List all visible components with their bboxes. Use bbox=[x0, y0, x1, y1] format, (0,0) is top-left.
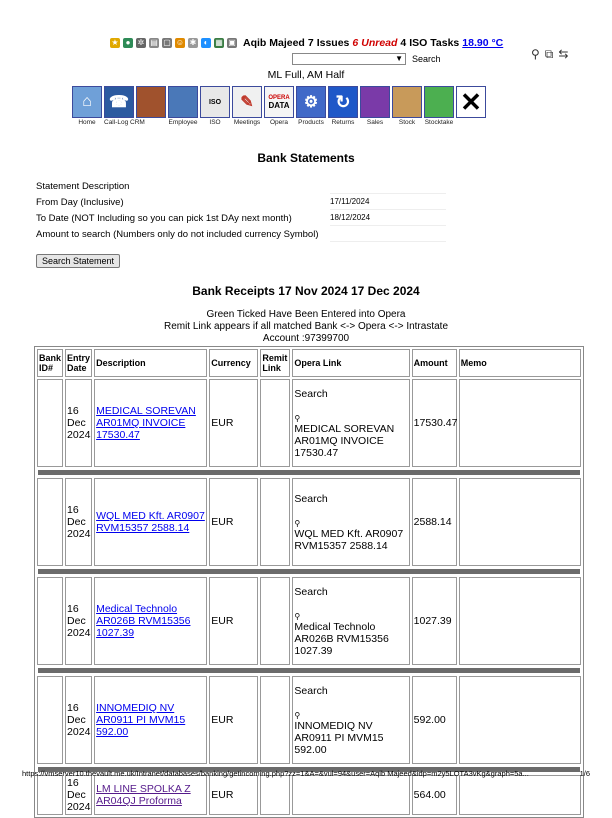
iso-count: 4 bbox=[400, 37, 407, 49]
currency-cell: EUR bbox=[209, 676, 258, 764]
table-header-row bbox=[37, 349, 581, 377]
amount-cell: 1027.39 bbox=[412, 577, 457, 665]
green-ticked-note: Green Ticked Have Been Entered into Opera bbox=[206, 309, 406, 320]
row-separator-cell bbox=[37, 469, 581, 476]
chat-icon[interactable]: ◐ bbox=[201, 38, 211, 48]
star-icon[interactable]: ★ bbox=[111, 38, 119, 47]
col-remit-link: Remit Link bbox=[260, 349, 290, 377]
nav-employee[interactable] bbox=[168, 86, 198, 126]
row-separator-cell bbox=[37, 667, 581, 674]
magnifier-icon[interactable]: ⚲ bbox=[531, 47, 540, 61]
opera-link-cell bbox=[292, 577, 409, 665]
map-icon[interactable]: ▦ bbox=[215, 38, 223, 47]
entry-date-cell: 16 Dec 2024 bbox=[67, 777, 91, 813]
separator-bar bbox=[38, 668, 580, 673]
nav-home[interactable] bbox=[72, 86, 102, 126]
sales-icon[interactable] bbox=[360, 86, 390, 118]
current-user[interactable]: Aqib Majeed bbox=[243, 37, 305, 49]
to-date-label: To Date (NOT Including so you can pick 1st DAy next month) bbox=[36, 213, 292, 224]
col-bank-id: Bank ID# bbox=[37, 349, 63, 377]
row-separator bbox=[37, 469, 581, 476]
nav-employee-label[interactable]: Employee bbox=[168, 119, 198, 126]
nav-home-label[interactable]: Home bbox=[78, 119, 96, 126]
amount-cell: 592.00 bbox=[412, 676, 457, 764]
unread-count: 6 bbox=[352, 37, 359, 49]
nav-products[interactable] bbox=[296, 86, 326, 126]
table-row bbox=[37, 478, 581, 566]
amount-cell: 2588.14 bbox=[412, 478, 457, 566]
globe-icon[interactable]: ● bbox=[123, 38, 133, 48]
entry-date-cell: 16 Dec 2024 bbox=[65, 676, 92, 764]
memo-cell[interactable] bbox=[459, 577, 581, 665]
remit-link-cell bbox=[260, 676, 290, 764]
nav-stocktake-label[interactable]: Stocktake bbox=[424, 119, 454, 126]
opera-icon[interactable] bbox=[264, 86, 294, 118]
nav-exit[interactable] bbox=[456, 86, 486, 126]
receipts-title: Bank Receipts 17 Nov 2024 17 Dec 2024 bbox=[192, 284, 420, 298]
description-link[interactable]: MEDICAL SOREVAN AR01MQ INVOICE 17530.47 bbox=[96, 405, 196, 441]
employee-icon[interactable] bbox=[168, 86, 198, 118]
iso-icon[interactable]: ISO bbox=[200, 86, 230, 118]
opera-match-text: Medical Technolo AR026B RVM15356 1027.39 bbox=[294, 620, 389, 657]
currency-cell: EUR bbox=[209, 775, 258, 815]
currency-cell: EUR bbox=[209, 577, 258, 665]
nav-returns-label[interactable]: Returns bbox=[331, 119, 355, 126]
row-separator bbox=[37, 667, 581, 674]
nav-stock[interactable] bbox=[392, 86, 422, 126]
nav-sales[interactable] bbox=[360, 86, 390, 126]
description-cell bbox=[94, 379, 207, 467]
opera-match-text: MEDICAL SOREVAN AR01MQ INVOICE 17530.47 bbox=[294, 422, 395, 459]
bug-icon[interactable]: ✱ bbox=[189, 38, 197, 47]
description-link[interactable]: Medical Technolo AR026B RVM15356 1027.39 bbox=[96, 603, 191, 639]
memo-cell[interactable] bbox=[459, 676, 581, 764]
entry-date-cell: 16 Dec 2024 bbox=[65, 577, 92, 665]
nav-stocktake[interactable] bbox=[424, 86, 454, 126]
quick-search bbox=[292, 53, 441, 65]
table-row bbox=[37, 775, 581, 815]
description-link[interactable]: INNOMEDIQ NV AR0911 PI MVM15 592.00 bbox=[96, 702, 186, 738]
nav-opera[interactable] bbox=[264, 86, 294, 126]
description-label: Statement Description bbox=[36, 181, 130, 192]
col-opera-link: Opera Link bbox=[292, 349, 409, 377]
nav-sales-label[interactable]: Sales bbox=[366, 119, 384, 126]
remit-link-cell bbox=[260, 577, 290, 665]
search-statement-button[interactable]: Search Statement bbox=[36, 254, 120, 268]
top-status-bar bbox=[110, 36, 503, 50]
products-icon[interactable]: ⚙ bbox=[296, 86, 326, 118]
call-log-icon[interactable]: ☎ bbox=[104, 86, 134, 118]
page-number: 1/6 bbox=[579, 769, 590, 778]
opera-search-link[interactable]: Search bbox=[294, 684, 328, 697]
col-entry-date: Entry Date bbox=[65, 349, 92, 377]
gear-icon[interactable]: ✲ bbox=[137, 38, 145, 47]
module-icon-bar bbox=[72, 86, 486, 126]
search-select[interactable] bbox=[292, 53, 406, 65]
to-date-input[interactable]: 18/12/2024 bbox=[330, 213, 446, 226]
entry-date-cell: 16 Dec 2024 bbox=[65, 379, 92, 467]
nav-crm[interactable] bbox=[136, 86, 166, 126]
bank-id-cell bbox=[37, 775, 63, 815]
description-cell bbox=[94, 676, 207, 764]
nav-call-log[interactable] bbox=[104, 86, 145, 126]
currency-cell: EUR bbox=[209, 379, 258, 467]
calendar-icon[interactable]: ▤ bbox=[150, 38, 158, 47]
currency-cell: EUR bbox=[209, 478, 258, 566]
description-input[interactable] bbox=[330, 181, 446, 194]
bank-id-cell bbox=[37, 676, 63, 764]
opera-link-cell bbox=[292, 775, 409, 815]
nav-iso-label[interactable]: ISO bbox=[209, 119, 221, 126]
description-cell bbox=[94, 478, 207, 566]
user-status-heading: ML Full, AM Half bbox=[267, 69, 345, 81]
nav-meetings-label[interactable]: Meetings bbox=[233, 119, 261, 126]
nav-returns[interactable] bbox=[328, 86, 358, 126]
share-icon[interactable]: ⇆ bbox=[558, 47, 569, 61]
remit-link-note: Remit Link appears if all matched Bank <-> Opera <-> Intrastate bbox=[163, 321, 449, 332]
exit-icon[interactable]: ✕ bbox=[456, 86, 486, 118]
magnifier-icon[interactable]: ⚲ bbox=[294, 413, 301, 423]
opera-search-link[interactable]: Search bbox=[294, 585, 328, 598]
opera-search-link[interactable]: Search bbox=[294, 492, 328, 505]
nav-opera-label[interactable]: Opera bbox=[269, 119, 289, 126]
row-separator bbox=[37, 568, 581, 575]
col-currency: Currency bbox=[209, 349, 258, 377]
amount-cell: 564.00 bbox=[412, 775, 457, 815]
returns-icon[interactable]: ↻ bbox=[328, 86, 358, 118]
opera-data-text: DATA bbox=[268, 100, 290, 110]
description-link[interactable]: LM LINE SPOLKA Z AR04QJ Proforma bbox=[96, 783, 191, 807]
description-cell bbox=[94, 577, 207, 665]
memo-cell[interactable] bbox=[459, 379, 581, 467]
col-description: Description bbox=[94, 349, 207, 377]
stocktake-icon[interactable] bbox=[424, 86, 454, 118]
top-icons bbox=[110, 38, 237, 48]
meetings-icon[interactable]: ✎ bbox=[232, 86, 262, 118]
amount-label: Amount to search (Numbers only do not included currency Symbol) bbox=[36, 229, 319, 240]
opera-match-text: INNOMEDIQ NV AR0911 PI MVM15 592.00 bbox=[294, 719, 384, 756]
home-icon[interactable]: ⌂ bbox=[72, 86, 102, 118]
opera-link-cell bbox=[292, 478, 409, 566]
col-memo: Memo bbox=[459, 349, 581, 377]
bank-id-cell bbox=[37, 478, 63, 566]
entry-date-cell: 16 Dec 2024 bbox=[65, 478, 92, 566]
memo-cell[interactable] bbox=[459, 478, 581, 566]
external-window-icon[interactable]: ⧉ bbox=[544, 47, 554, 61]
magnifier-icon[interactable]: ⚲ bbox=[294, 518, 301, 528]
nav-products-label[interactable]: Products bbox=[298, 119, 324, 126]
opera-search-link[interactable]: Search bbox=[294, 387, 328, 400]
account-number: Account :97399700 bbox=[262, 333, 350, 344]
statement-search-form bbox=[36, 179, 448, 255]
from-day-input[interactable]: 17/11/2024 bbox=[330, 197, 446, 210]
right-tool-icons bbox=[531, 47, 568, 62]
receipts-table bbox=[34, 346, 584, 818]
unread-label[interactable]: Unread bbox=[361, 37, 398, 49]
table-row bbox=[37, 577, 581, 665]
nav-iso[interactable] bbox=[200, 86, 230, 126]
remit-link-cell bbox=[260, 379, 290, 467]
bank-id-cell bbox=[37, 577, 63, 665]
amount-cell: 17530.47 bbox=[412, 379, 457, 467]
nav-meetings[interactable] bbox=[232, 86, 262, 126]
search-label[interactable]: Search bbox=[412, 54, 441, 64]
issues-label[interactable]: Issues bbox=[316, 37, 350, 49]
opera-link-cell bbox=[292, 676, 409, 764]
table-row bbox=[37, 379, 581, 467]
remit-link-cell bbox=[260, 775, 290, 815]
description-link[interactable]: WQL MED Kft. AR0907 RVM15357 2588.14 bbox=[96, 510, 205, 534]
nav-call-log-label[interactable]: Call-Log CRM bbox=[104, 119, 145, 126]
opera-match-text: WQL MED Kft. AR0907 RVM15357 2588.14 bbox=[294, 527, 404, 552]
from-day-label: From Day (Inclusive) bbox=[36, 197, 124, 208]
separator-bar bbox=[38, 569, 580, 574]
remit-link-cell bbox=[260, 478, 290, 566]
lock-icon[interactable]: ▣ bbox=[228, 38, 236, 47]
issues-count: 7 bbox=[307, 37, 314, 49]
receipts-table-wrapper bbox=[34, 346, 584, 813]
opera-logo-text: OPERA bbox=[268, 94, 290, 101]
table-row bbox=[37, 676, 581, 764]
magnifier-icon[interactable]: ⚲ bbox=[294, 611, 301, 621]
document-icon[interactable]: ▢ bbox=[163, 38, 171, 47]
nav-stock-label[interactable]: Stock bbox=[398, 119, 416, 126]
separator-bar bbox=[38, 470, 580, 475]
iso-tasks-label[interactable]: ISO Tasks bbox=[409, 37, 460, 49]
footer-url: https://vmserver10.thevault.me.uk/Intranet/databases/banking/getincoming.php?zz=1&A=&vul=94&user=Aqib Majeed&idp=m2y5LOTA3vKg&graph=5a... bbox=[22, 769, 529, 778]
col-amount: Amount bbox=[412, 349, 457, 377]
bank-id-cell bbox=[37, 379, 63, 467]
crm-icon[interactable] bbox=[136, 86, 166, 118]
bank-statements-title: Bank Statements bbox=[257, 151, 355, 165]
temperature-link[interactable]: 18.90 °C bbox=[462, 37, 504, 49]
chevron-down-icon: ▼ bbox=[395, 54, 403, 63]
magnifier-icon[interactable]: ⚲ bbox=[294, 710, 301, 720]
row-separator-cell bbox=[37, 568, 581, 575]
stock-icon[interactable] bbox=[392, 86, 422, 118]
amount-input[interactable] bbox=[330, 229, 446, 242]
opera-link-cell bbox=[292, 379, 409, 467]
smiley-icon[interactable]: ☺ bbox=[175, 38, 185, 47]
description-cell bbox=[94, 775, 207, 815]
memo-cell[interactable] bbox=[459, 775, 581, 815]
